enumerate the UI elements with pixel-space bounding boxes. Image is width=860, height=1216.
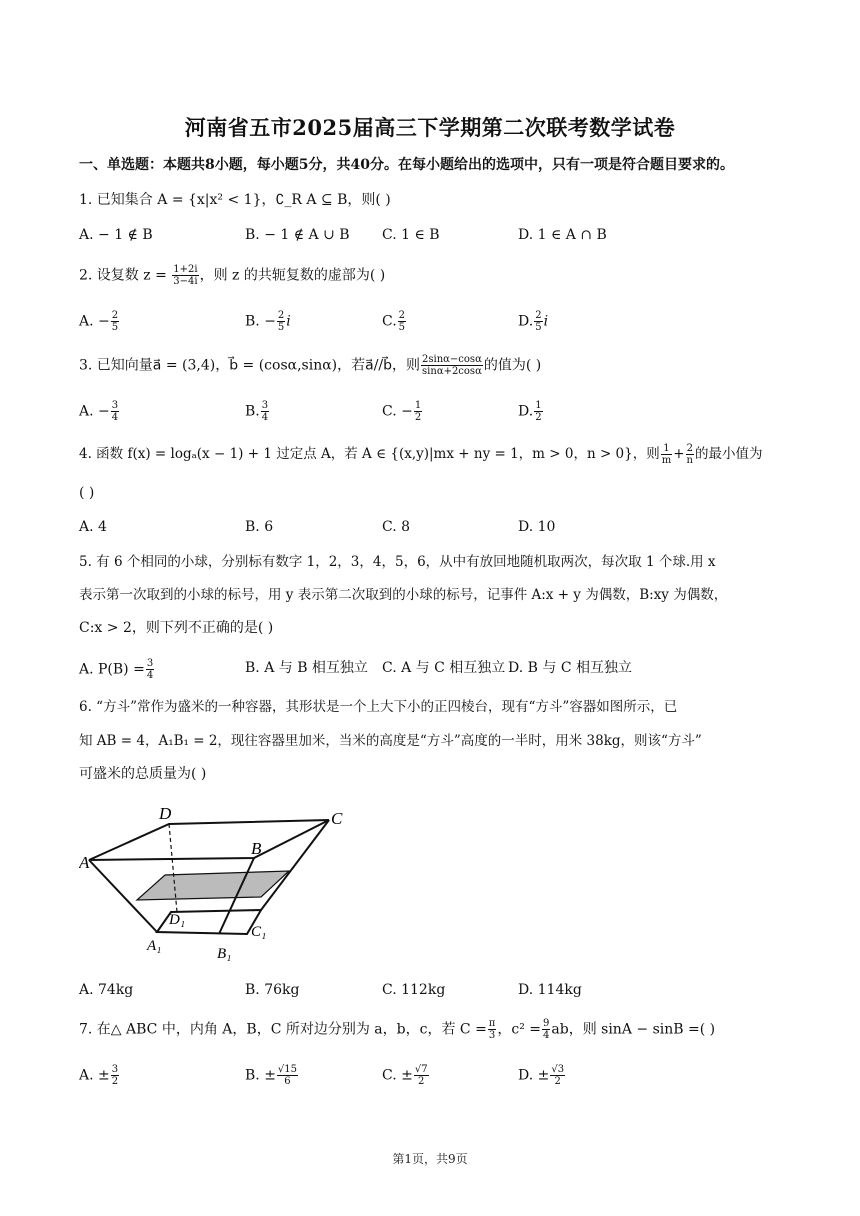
q2-stem-pre: 2. 设复数 z = [79,267,167,284]
q3-option-c: C. − $\frac{1}{2}$ [382,400,422,423]
q7-option-b: B. ± $\frac{√15}{6}$ [245,1064,298,1087]
q4-option-d: D. 10 [518,519,556,535]
q6-option-c: C. 112kg [382,982,446,998]
question-1-stem: 1. 已知集合 A = {x|x² < 1}，∁_R A ⊆ B，则( ) [79,192,391,208]
q3-option-a: A. − $\frac{3}{4}$ [79,400,119,423]
frustum-top-face [89,820,329,860]
q4-option-c: C. 8 [382,519,411,535]
edge-c-c1 [261,820,329,910]
label-b: B [251,839,262,858]
q2-stem-post: ，则 z 的共轭复数的虚部为( ) [199,267,386,284]
q1-option-a: A. − 1 ∉ B [79,227,153,243]
label-d: D [159,804,172,823]
q3-fraction: $\frac{2\sin\alpha-\cos\alpha}{\sin\alpha+2\cos\alpha}$ [422,354,482,377]
q5-option-b: B. A 与 B 相互独立 [245,660,368,676]
q1-option-c: C. 1 ∈ B [382,227,440,243]
q7-option-a: A. ± $\frac{3}{2}$ [79,1064,119,1087]
frustum-figure [79,800,359,970]
q5-option-a: A. P(B) = $\frac{3}{4}$ [79,658,154,681]
question-5-line3: C:x > 2，则下列不正确的是( ) [79,620,274,636]
q7-option-c: C. ± $\frac{√7}{2}$ [382,1064,428,1087]
q1-option-d: D. 1 ∈ A ∩ B [518,227,607,243]
rice-cross-section [137,871,289,900]
label-c1: C₁ [251,924,267,940]
label-d1: D₁ [169,912,186,928]
q6-option-d: D. 114kg [518,982,582,998]
page-title: 河南省五市2025届高三下学期第二次联考数学试卷 [184,115,676,140]
question-5-line2: 表示第一次取到的小球的标号，用 y 表示第二次取到的小球的标号，记事件 A:x + y 为偶数，B:xy 为偶数， [79,587,728,603]
q2-option-b: B. − $\frac{2}{5}$ i [245,310,291,333]
q5-option-c: C. A 与 C 相互独立 [382,660,506,676]
q1-option-b: B. − 1 ∉ A ∪ B [245,227,350,243]
question-7-stem: 7. 在△ ABC 中，内角 A，B，C 所对边分别为 a，b，c，若 C = $\frac{\pi}{3}$ ，c² = $\frac{9}{4}$ ab，则 sinA − sinB =( ) [79,1018,716,1041]
label-c: C [331,809,343,828]
label-a1: A₁ [147,938,162,954]
q2-option-a: A. − $\frac{2}{5}$ [79,310,119,333]
q4-option-a: A. 4 [79,519,107,535]
q3-option-b: B. $\frac{3}{4}$ [245,400,269,423]
label-a: A [79,853,90,872]
section-heading: 一、单选题：本题共8小题，每小题5分，共40分。在每小题给出的选项中，只有一项是符合题目要求的。 [79,157,734,173]
q5-option-d: D. B 与 C 相互独立 [508,660,632,676]
question-6-line3: 可盛米的总质量为( ) [79,766,207,782]
q7-option-d: D. ± $\frac{√3}{2}$ [518,1064,565,1087]
q2-fraction: $\frac{1+2i}{3-4i}$ [173,264,198,287]
q3-option-d: D. $\frac{1}{2}$ [518,400,542,423]
q2-option-c: C. $\frac{2}{5}$ [382,310,406,333]
q4-option-b: B. 6 [245,519,274,535]
question-2-stem [79,264,385,287]
q6-option-a: A. 74kg [79,982,134,998]
label-b1: B₁ [217,946,232,962]
question-6-line1: 6. “方斗”常作为盛米的一种容器，其形状是一个上大下小的正四棱台，现有“方斗”容器如图所示，已 [79,699,678,715]
question-6-line2: 知 AB = 4，A₁B₁ = 2，现往容器里加米，当米的高度是“方斗”高度的一半时，用米 38kg，则该“方斗” [79,733,702,749]
question-4-stem-line2: ( ) [79,485,95,501]
q6-option-b: B. 76kg [245,982,300,998]
page-footer: 第1页，共9页 [392,1152,468,1166]
question-5-line1: 5. 有 6 个相同的小球，分别标有数字 1，2，3，4，5，6，从中有放回地随机取两次，每次取 1 个球.用 x [79,554,716,570]
question-4-stem: 4. 函数 f(x) = logₐ(x − 1) + 1 过定点 A，若 A ∈ {(x,y)|mx + ny = 1，m > 0，n > 0}，则 $\frac{1}{m}$ + $\frac{2}{n}$ 的最小值为 [79,443,763,466]
q2-option-d: D. $\frac{2}{5}$ i [518,310,549,333]
question-3-stem: 3. 已知向量a⃗ = (3,4)，b⃗ = (cosα,sinα)，若a⃗//b⃗，则 $\frac{2\sin\alpha-\cos\alpha}{\sin\alpha+2\cos\alpha}$ 的值为( ) [79,354,542,377]
